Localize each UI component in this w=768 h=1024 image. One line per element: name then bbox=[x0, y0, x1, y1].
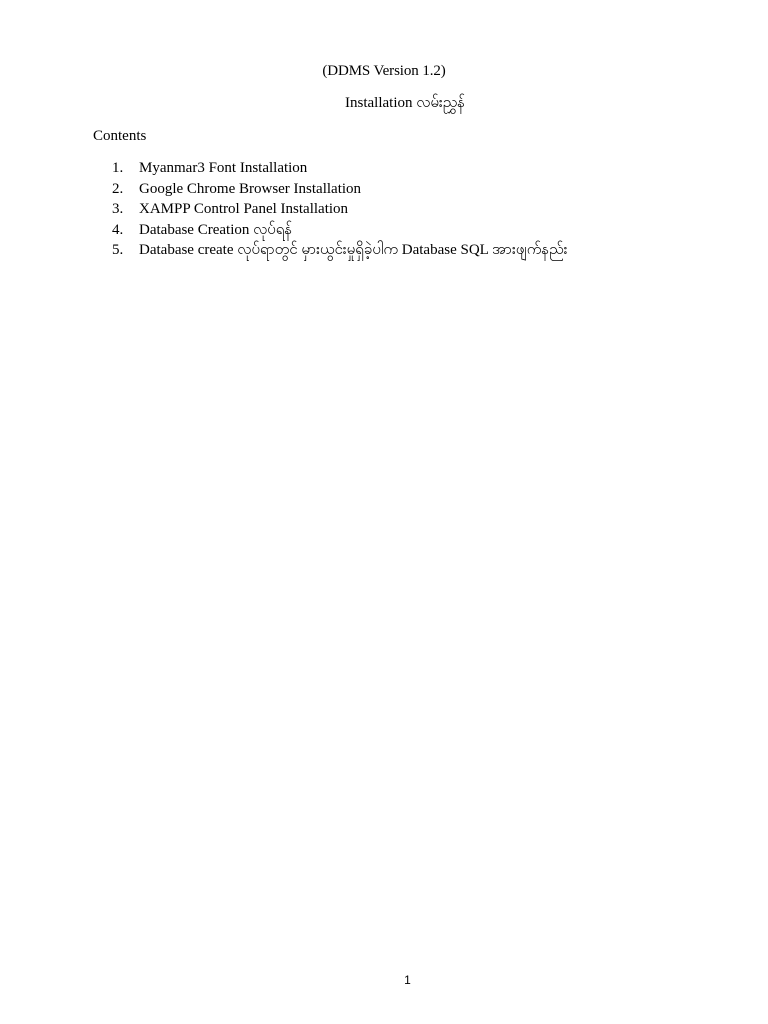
toc-item-text: Myanmar3 Font Installation bbox=[139, 160, 308, 176]
toc-item-number: 2. bbox=[112, 180, 124, 197]
toc-item-3 bbox=[112, 199, 567, 220]
toc-item-5 bbox=[112, 240, 567, 261]
toc-item-4 bbox=[112, 220, 567, 241]
toc-item-text: Google Chrome Browser Installation bbox=[139, 180, 362, 197]
document-subtitle: Installation လမ်းညွှန် bbox=[345, 95, 465, 111]
toc-item-text: XAMPP Control Panel Installation bbox=[139, 201, 349, 217]
toc-item-number: 1. bbox=[112, 160, 124, 176]
page-number: 1 bbox=[404, 973, 411, 987]
table-of-contents bbox=[112, 158, 567, 261]
document-title: (DDMS Version 1.2) bbox=[322, 63, 446, 79]
toc-item-number: 5. bbox=[112, 242, 124, 258]
toc-item-1 bbox=[112, 158, 567, 179]
toc-item-text: Database Creation လုပ်ရန် bbox=[139, 221, 293, 238]
toc-item-number: 4. bbox=[112, 221, 124, 238]
toc-item-number: 3. bbox=[112, 201, 124, 217]
contents-heading: Contents bbox=[93, 128, 147, 144]
toc-item-2 bbox=[112, 179, 567, 200]
toc-item-text: Database create လုပ်ရာတွင် မှားယွင်းမှုရှိခဲ့ပါက Database SQL အားဖျက်နည်း bbox=[139, 242, 568, 258]
